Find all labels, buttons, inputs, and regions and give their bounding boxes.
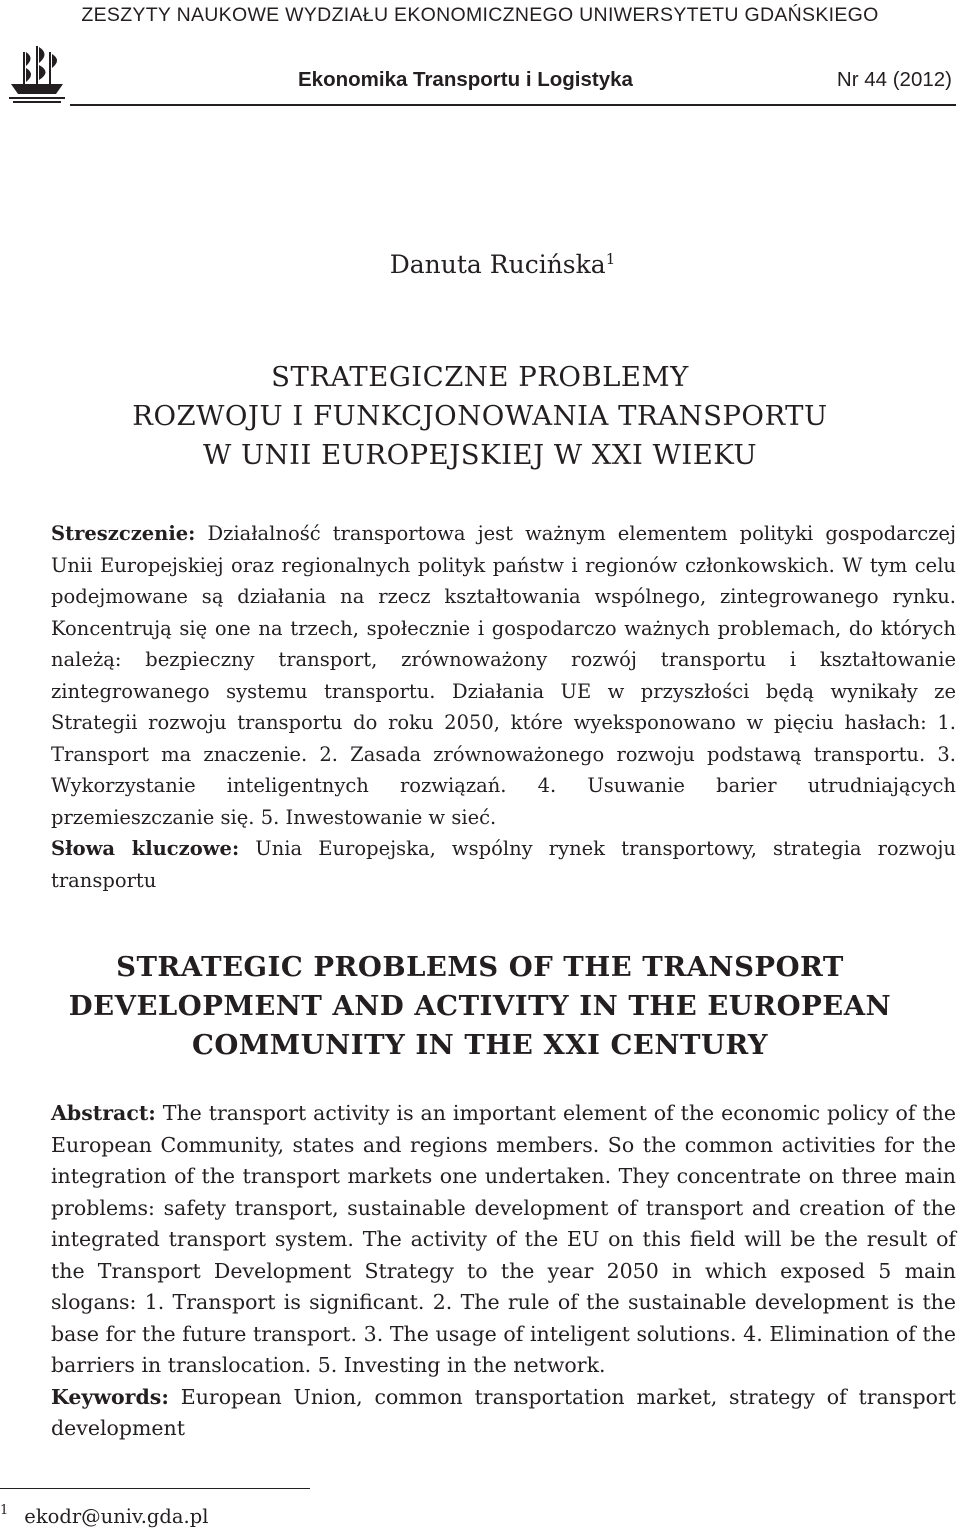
- polish-abstract-text: Działalność transportowa jest ważnym elementem polityki gospodarczej Unii Europejskiej oraz regionalnych polityk państw i regionów członkowskich. W tym celu podejmowane są działania na rzecz kształtowania wspólnego, zintegrowanego rynku. Koncentrują się one na trzech, społecznie i gospodarczo ważnych problemach, do których należą: bezpieczny transport, zrównoważony rozwój transportu i kształtowanie zintegrowanego systemu transportu. Działania UE w przyszłości będą wynikały ze Strategii rozwoju transportu do roku 2050, które wyeksponowano w pięciu hasłach: 1. Transport ma znaczenie. 2. Zasada zrównoważonego rozwoju podstawą transportu. 3. Wykorzystanie inteligentnych rozwiązań. 4. Usuwanie barier utrudniających przemieszczanie się. 5. Inwestowanie w sieć.: [51, 522, 956, 829]
- journal-series: Ekonomika Transportu i Logistyka: [298, 68, 633, 91]
- author-footnote-mark: 1: [605, 250, 616, 268]
- english-title-line: COMMUNITY IN THE XXI CENTURY: [191, 1029, 769, 1061]
- author-name: [0, 250, 960, 279]
- issue-number: Nr 44 (2012): [836, 68, 952, 91]
- english-title: [0, 948, 960, 1065]
- polish-title-line: ROZWOJU I FUNKCJONOWANIA TRANSPORTU: [132, 400, 828, 432]
- english-abstract: [51, 1098, 956, 1445]
- footnote: [0, 1503, 208, 1528]
- polish-keywords-label: Słowa kluczowe:: [51, 837, 240, 860]
- author-name-text: Danuta Rucińska: [389, 250, 606, 279]
- english-keywords-label: Keywords:: [51, 1384, 169, 1409]
- english-abstract-text: The transport activity is an important element of the economic policy of the European Community, states and regions members. So the common activities for the integration of the transport markets one undertaken. They concentrate on three main problems: safety transport, sustainable development of transport and creation of the integrated transport system. The activity of the EU on this field will be the result of the Transport Development Strategy to the year 2050 in which exposed 5 main slogans: 1. Transport is significant. 2. The rule of the sustainable development is the base for the future transport. 3. The usage of inteligent solutions. 4. Elimination of the barriers in translocation. 5. Investing in the network.: [51, 1101, 956, 1377]
- polish-keywords-text: Unia Europejska, wspólny rynek transportowy, strategia rozwoju transportu: [51, 837, 956, 892]
- footnote-email: ekodr@univ.gda.pl: [24, 1505, 209, 1528]
- polish-title: [0, 358, 960, 475]
- english-keywords-text: European Union, common transportation market, strategy of transport development: [51, 1384, 956, 1440]
- footnote-rule: [0, 1488, 310, 1489]
- footnote-mark: 1: [0, 1503, 9, 1518]
- journal-title: ZESZYTY NAUKOWE WYDZIAŁU EKONOMICZNEGO UNIWERSYTETU GDAŃSKIEGO: [81, 4, 879, 26]
- polish-title-line: STRATEGICZNE PROBLEMY: [271, 361, 689, 393]
- ship-logo-icon: [6, 44, 68, 106]
- english-title-line: DEVELOPMENT AND ACTIVITY IN THE EUROPEAN: [68, 990, 892, 1022]
- header-rule: [70, 104, 956, 106]
- english-title-line: STRATEGIC PROBLEMS OF THE TRANSPORT: [116, 951, 844, 983]
- polish-abstract: [51, 518, 956, 896]
- polish-title-line: W UNII EUROPEJSKIEJ W XXI WIEKU: [202, 439, 758, 471]
- english-abstract-label: Abstract:: [51, 1101, 156, 1125]
- polish-abstract-label: Streszczenie:: [51, 522, 196, 545]
